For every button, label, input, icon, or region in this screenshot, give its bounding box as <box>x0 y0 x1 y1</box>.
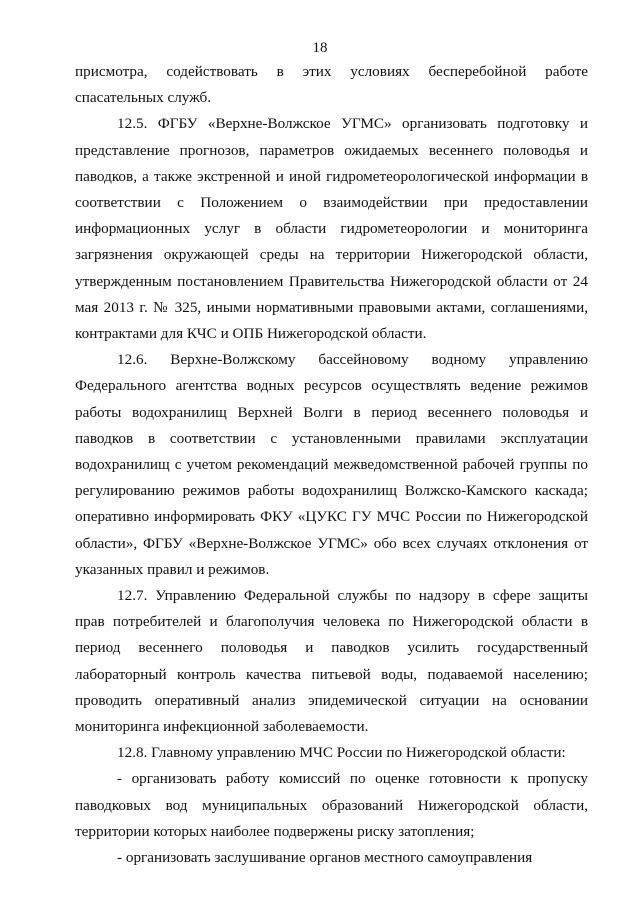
list-item-hearings: - организовать заслушивание органов местного самоуправления <box>117 849 533 867</box>
paragraph-12-6: 12.6. Верхне-Волжскому бассейновому водному управлению Федерального агентства водных ресурсов осуществлять ведение режимов работы водохранилищ Верхней Волги в период весеннего половодья и паводков в соответствии с установленными правилами эксплуатации водохранилищ с учетом рекомендаций межведомственной рабочей группы по регулированию режимов работы водохранилищ Волжско-Камского каскада; оперативно информировать ФКУ «ЦУКС ГУ МЧС России по Нижегородской области», ФГБУ «Верхне-Волжское УГМС» обо всех случаях отклонения от указанных правил и режимов. <box>75 351 588 578</box>
paragraph-12-5: 12.5. ФГБУ «Верхне-Волжское УГМС» организовать подготовку и представление прогнозов, параметров ожидаемых весеннего половодья и паводков, а также экстренной и иной гидрометеорологической информации в соответствии с Положением о взаимодействии при предоставлении информационных услуг в области гидрометеорологии и мониторинга загрязнения окружающей среды на территории Нижегородской области, утвержденным постановлением Правительства Нижегородской области от 24 мая 2013 г. № 325, иными нормативными правовыми актами, соглашениями, контрактами для КЧС и ОПБ Нижегородской области. <box>75 115 588 343</box>
paragraph-continuation: присмотра, содействовать в этих условиях бесперебойной работе спасательных служб. <box>75 63 588 107</box>
document-body <box>75 59 588 871</box>
page-number: 18 <box>312 40 328 56</box>
paragraph-12-8: 12.8. Главному управлению МЧС России по Нижегородской области: <box>117 744 566 762</box>
paragraph-12-7: 12.7. Управлению Федеральной службы по надзору в сфере защиты прав потребителей и благополучия человека по Нижегородской области в период весеннего половодья и паводков усилить государственный лабораторный контроль качества питьевой воды, подаваемой населению; проводить оперативный анализ эпидемической ситуации на основании мониторинга инфекционной заболеваемости. <box>75 587 588 736</box>
list-item-commissions: - организовать работу комиссий по оценке готовности к пропуску паводковых вод муниципальных образований Нижегородской области, территории которых наиболее подвержены риску затопления; <box>75 770 588 840</box>
